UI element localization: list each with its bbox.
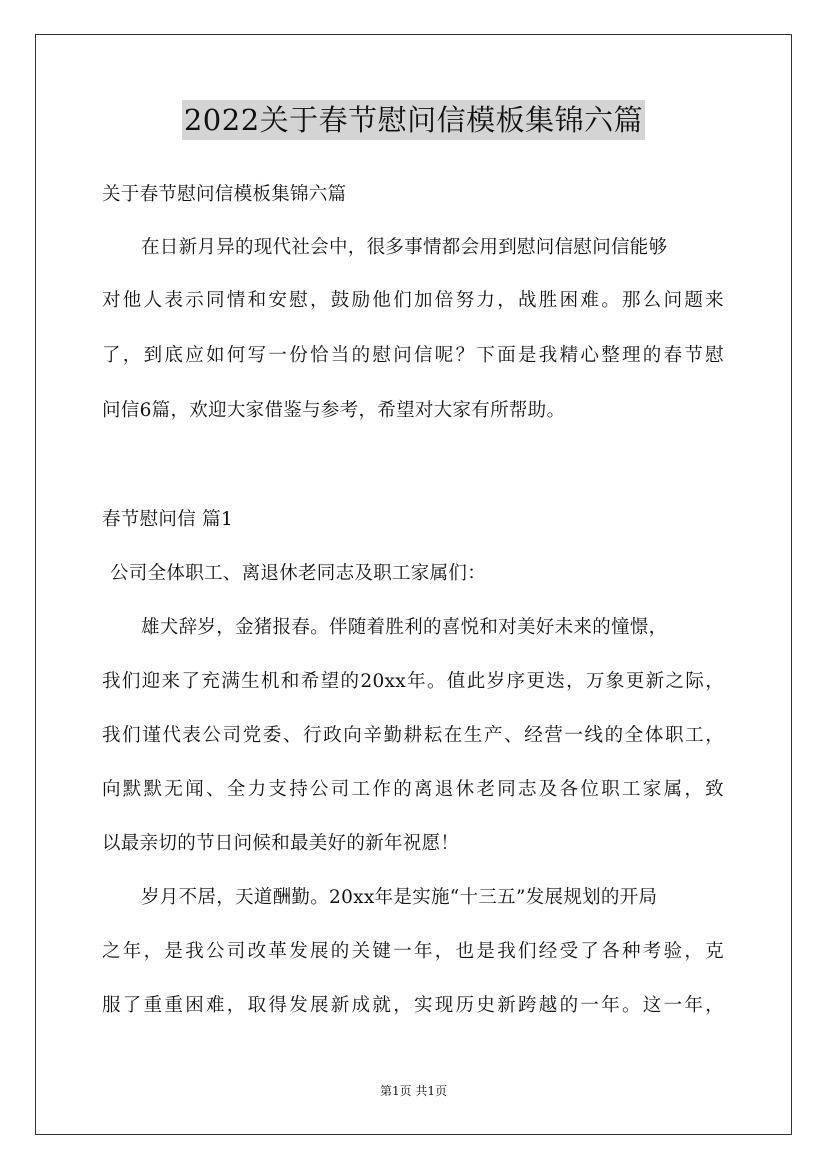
text-line: 之年，是我公司改革发展的关键一年，也是我们经受了各种考验，克 <box>102 941 724 962</box>
text-line: 我们谨代表公司党委、行政向辛勤耕耘在生产、经营一线的全体职工， <box>102 725 724 746</box>
page-footer: 第1页 共1页 <box>379 1084 448 1098</box>
text-line: 岁月不居，天道酬勤。20xx年是实施“十三五”发展规划的开局 <box>141 887 658 908</box>
document-title-wrap <box>0 100 827 140</box>
text-line: 我们迎来了充满生机和希望的20xx年。值此岁序更迭，万象更新之际， <box>102 671 724 692</box>
text-line: 向默默无闻、全力支持公司工作的离退休老同志及各位职工家属，致 <box>102 779 724 800</box>
text-line: 在日新月异的现代社会中，很多事情都会用到慰问信慰问信能够 <box>141 237 668 258</box>
text-line: 以最亲切的节日问候和最美好的新年祝愿！ <box>102 833 460 854</box>
text-line: 服了重重困难，取得发展新成就，实现历史新跨越的一年。这一年， <box>102 995 724 1016</box>
section-heading: 春节慰问信 篇1 <box>102 509 234 530</box>
text-line: 雄犬辞岁，金猪报春。伴随着胜利的喜悦和对美好未来的憧憬， <box>141 617 668 638</box>
document-title: 2022关于春节慰问信模板集锦六篇 <box>182 100 645 140</box>
text-line: 了，到底应如何写一份恰当的慰问信呢？下面是我精心整理的春节慰 <box>102 345 724 366</box>
text-line: 对他人表示同情和安慰，鼓励他们加倍努力，战胜困难。那么问题来 <box>102 290 724 311</box>
salutation-line: 公司全体职工、离退休老同志及职工家属们： <box>110 563 487 584</box>
text-line: 问信6篇，欢迎大家借鉴与参考，希望对大家有所帮助。 <box>102 400 566 421</box>
subtitle-line: 关于春节慰问信模板集锦六篇 <box>102 184 347 205</box>
